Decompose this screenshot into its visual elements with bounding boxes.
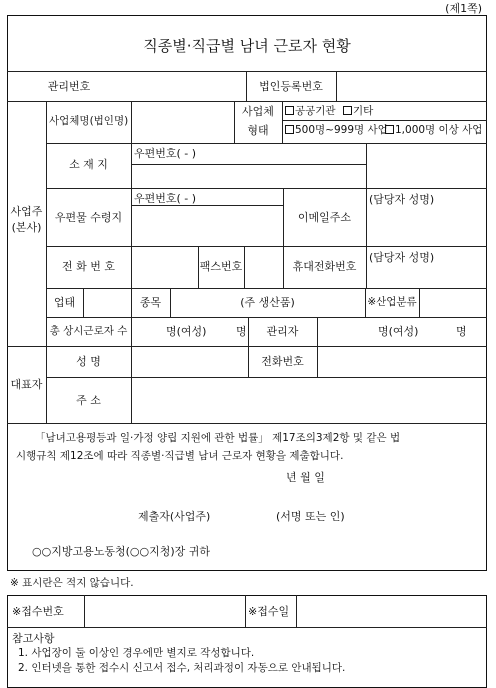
biz-type-label-2: 형태 — [247, 124, 269, 137]
receipt-no-label: ※접수번호 — [12, 605, 64, 618]
phone-field[interactable] — [132, 247, 197, 287]
recipient-label: ○○지방고용노동청(○○지청)장 귀하 — [32, 545, 210, 558]
postal-code-2: 우편번호( - ) — [134, 192, 197, 205]
star-note: ※ 표시란은 적지 않습니다. — [10, 577, 134, 589]
corp-reg-no-field[interactable] — [337, 72, 486, 100]
mail-place-label: 우편물 수령지 — [54, 211, 123, 224]
phone-label: 전 화 번 호 — [62, 260, 115, 273]
receipt-no-field[interactable] — [85, 596, 244, 626]
industry-class-label: ※산업분류 — [367, 296, 417, 308]
address-field[interactable] — [132, 165, 486, 187]
mgmt-no-field[interactable] — [131, 72, 245, 100]
form-number: (제1쪽) — [445, 2, 482, 15]
corp-reg-no-label: 법인등록번호 — [259, 80, 323, 93]
managers-label: 관리자 — [266, 325, 299, 338]
mgmt-no-label: 관리번호 — [47, 80, 91, 93]
reference-title: 참고사항 — [12, 632, 55, 645]
submitter-label: 제출자(사업주) — [138, 510, 211, 523]
employer-side-label-2: (본사) — [11, 221, 42, 234]
industry-field[interactable] — [84, 289, 130, 316]
rep-address-field[interactable] — [132, 378, 486, 422]
workplace-name-label: 사업체명(법인명) — [49, 115, 129, 127]
statement-line-1: 「남녀고용평등과 일·가정 양립 지원에 관한 법률」 제17조의3제2항 및 같은 법 — [35, 432, 401, 444]
postal-code: 우편번호( - ) — [134, 147, 197, 160]
managers-unit: 명(여성) — [378, 325, 419, 338]
managers-female-unit: 명 — [456, 325, 467, 338]
fax-field[interactable] — [245, 247, 282, 287]
rep-address-label: 주 소 — [76, 394, 101, 407]
total-workers-unit: 명(여성) — [166, 325, 207, 338]
biz-type-public[interactable]: 공공기관 — [285, 105, 336, 118]
size-500[interactable]: 500명~999명 사업 — [285, 124, 388, 137]
signature-label: (서명 또는 인) — [276, 510, 345, 523]
rep-label: 대표자 — [10, 378, 43, 391]
reference-item-1: 1. 사업장이 둘 이상인 경우에만 별지로 작성합니다. — [18, 647, 255, 659]
rep-phone-label: 전화번호 — [261, 355, 304, 368]
mail-place-field[interactable] — [132, 206, 282, 245]
size-500-checkbox[interactable] — [285, 125, 294, 134]
manager-name-label: (담당자 성명) — [369, 193, 435, 206]
statement-line-2: 시행규칙 제12조에 따라 직종별·직급별 남녀 근로자 현황을 제출합니다. — [16, 450, 344, 462]
manager-name-label-2: (담당자 성명) — [369, 251, 435, 264]
receipt-date-field[interactable] — [297, 596, 486, 626]
email-label: 이메일주소 — [297, 211, 352, 224]
industry-label: 업태 — [53, 296, 76, 309]
size-1000[interactable]: 1,000명 이상 사업 — [385, 124, 482, 137]
item-label: 종목 — [139, 296, 162, 309]
employer-side-label: 사업주 — [10, 205, 43, 218]
industry-class-field[interactable] — [420, 289, 486, 316]
size-1000-checkbox[interactable] — [385, 125, 394, 134]
mobile-label: 휴대전화번호 — [292, 260, 357, 273]
total-workers-female-unit: 명 — [236, 325, 247, 338]
total-workers-label: 총 상시근로자 수 — [49, 325, 128, 337]
address-label: 소 재 지 — [69, 158, 108, 171]
workplace-name-field[interactable] — [132, 102, 233, 142]
public-org-checkbox[interactable] — [285, 106, 294, 115]
fax-label: 팩스번호 — [199, 260, 243, 273]
rep-name-label: 성 명 — [76, 355, 101, 368]
rep-phone-field[interactable] — [318, 347, 486, 376]
biz-type-label: 사업체 — [242, 105, 274, 118]
page-title: 직종별·직급별 남녀 근로자 현황 — [143, 37, 351, 55]
submission-date: 년 월 일 — [286, 471, 325, 484]
biz-type-other[interactable]: 기타 — [343, 105, 373, 118]
reference-item-2: 2. 인터넷을 통한 접수시 신고서 접수, 처리과정이 자동으로 안내됩니다. — [18, 662, 346, 674]
rep-name-field[interactable] — [132, 347, 247, 376]
other-checkbox[interactable] — [343, 106, 352, 115]
receipt-date-label: ※접수일 — [248, 605, 290, 618]
main-product-label: (주 생산품) — [240, 296, 295, 309]
